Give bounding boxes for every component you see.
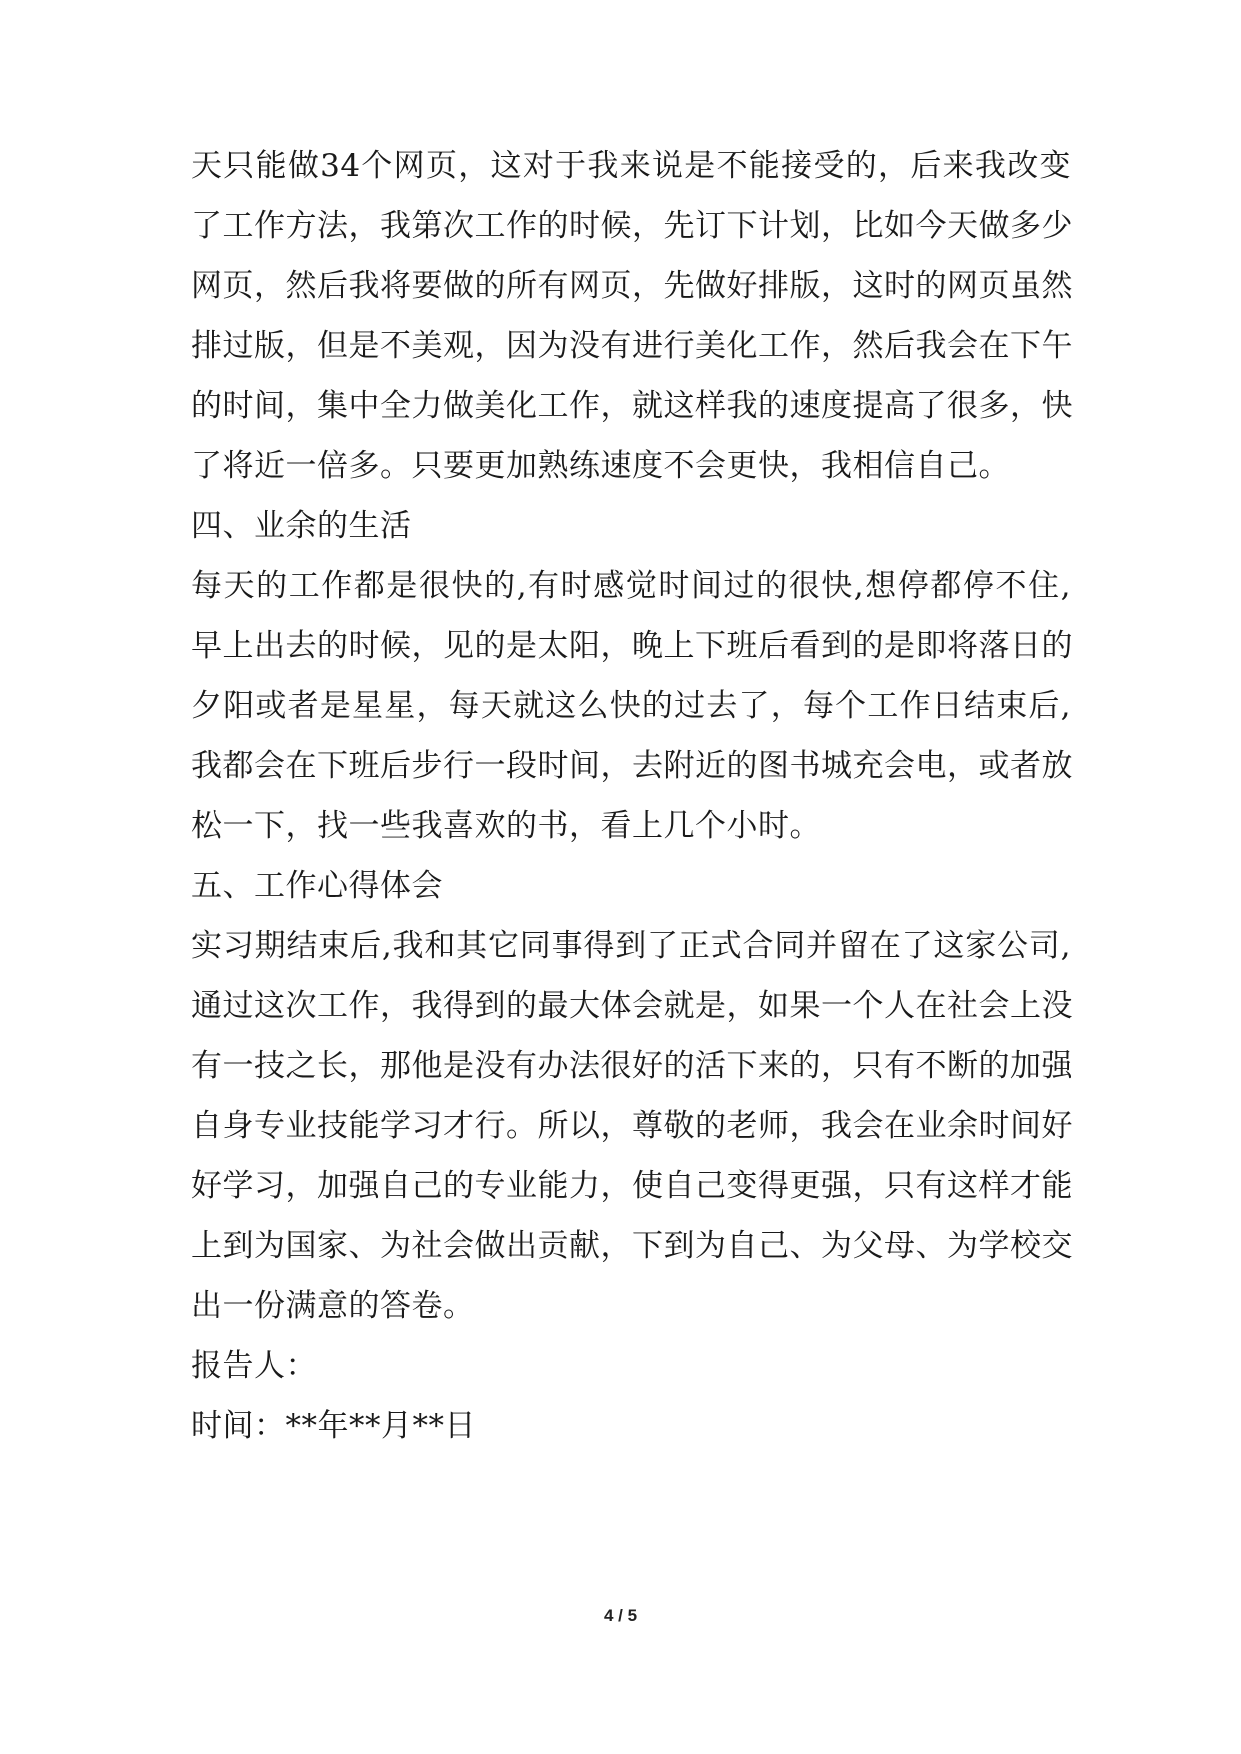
body-text-line: 好学习，加强自己的专业能力，使自己变得更强，只有这样才能: [191, 1168, 1073, 1204]
body-text-line: 通过这次工作，我得到的最大体会就是，如果一个人在社会上没: [191, 988, 1073, 1024]
body-text-line: 网页，然后我将要做的所有网页，先做好排版，这时的网页虽然: [191, 268, 1073, 304]
section-heading: 四、业余的生活: [191, 508, 412, 544]
body-text-line: 自身专业技能学习才行。所以，尊敬的老师，我会在业余时间好: [191, 1108, 1073, 1144]
body-text-line: 夕阳或者是星星，每天就这么快的过去了，每个工作日结束后,: [191, 688, 1071, 724]
body-text-line: 了工作方法，我第次工作的时候，先订下计划，比如今天做多少: [191, 208, 1073, 244]
body-text-line: 我都会在下班后步行一段时间，去附近的图书城充会电，或者放: [191, 748, 1073, 784]
body-text-line: 每天的工作都是很快的,有时感觉时间过的很快,想停都停不住,: [191, 568, 1071, 604]
body-text-line: 实习期结束后,我和其它同事得到了正式合同并留在了这家公司,: [191, 928, 1071, 964]
body-text-line: 排过版，但是不美观，因为没有进行美化工作，然后我会在下午: [191, 328, 1073, 364]
body-text-line: 天只能做34个网页，这对于我来说是不能接受的，后来我改变: [191, 148, 1071, 184]
body-text-line: 早上出去的时候，见的是太阳，晚上下班后看到的是即将落日的: [191, 628, 1073, 664]
section-heading: 五、工作心得体会: [191, 868, 443, 904]
reporter-label: 报告人：: [191, 1348, 317, 1384]
page-number: 4 / 5: [603, 1606, 638, 1625]
body-text-line: 了将近一倍多。只要更加熟练速度不会更快，我相信自己。: [191, 448, 1010, 484]
body-text-line: 出一份满意的答卷。: [191, 1288, 475, 1324]
body-text-line: 松一下，找一些我喜欢的书，看上几个小时。: [191, 808, 821, 844]
date-line: 时间：**年**月**日: [191, 1408, 476, 1444]
body-text-line: 的时间，集中全力做美化工作，就这样我的速度提高了很多，快: [191, 388, 1073, 424]
body-text-line: 上到为国家、为社会做出贡献，下到为自己、为父母、为学校交: [191, 1228, 1073, 1264]
body-text-line: 有一技之长，那他是没有办法很好的活下来的，只有不断的加强: [191, 1048, 1073, 1084]
